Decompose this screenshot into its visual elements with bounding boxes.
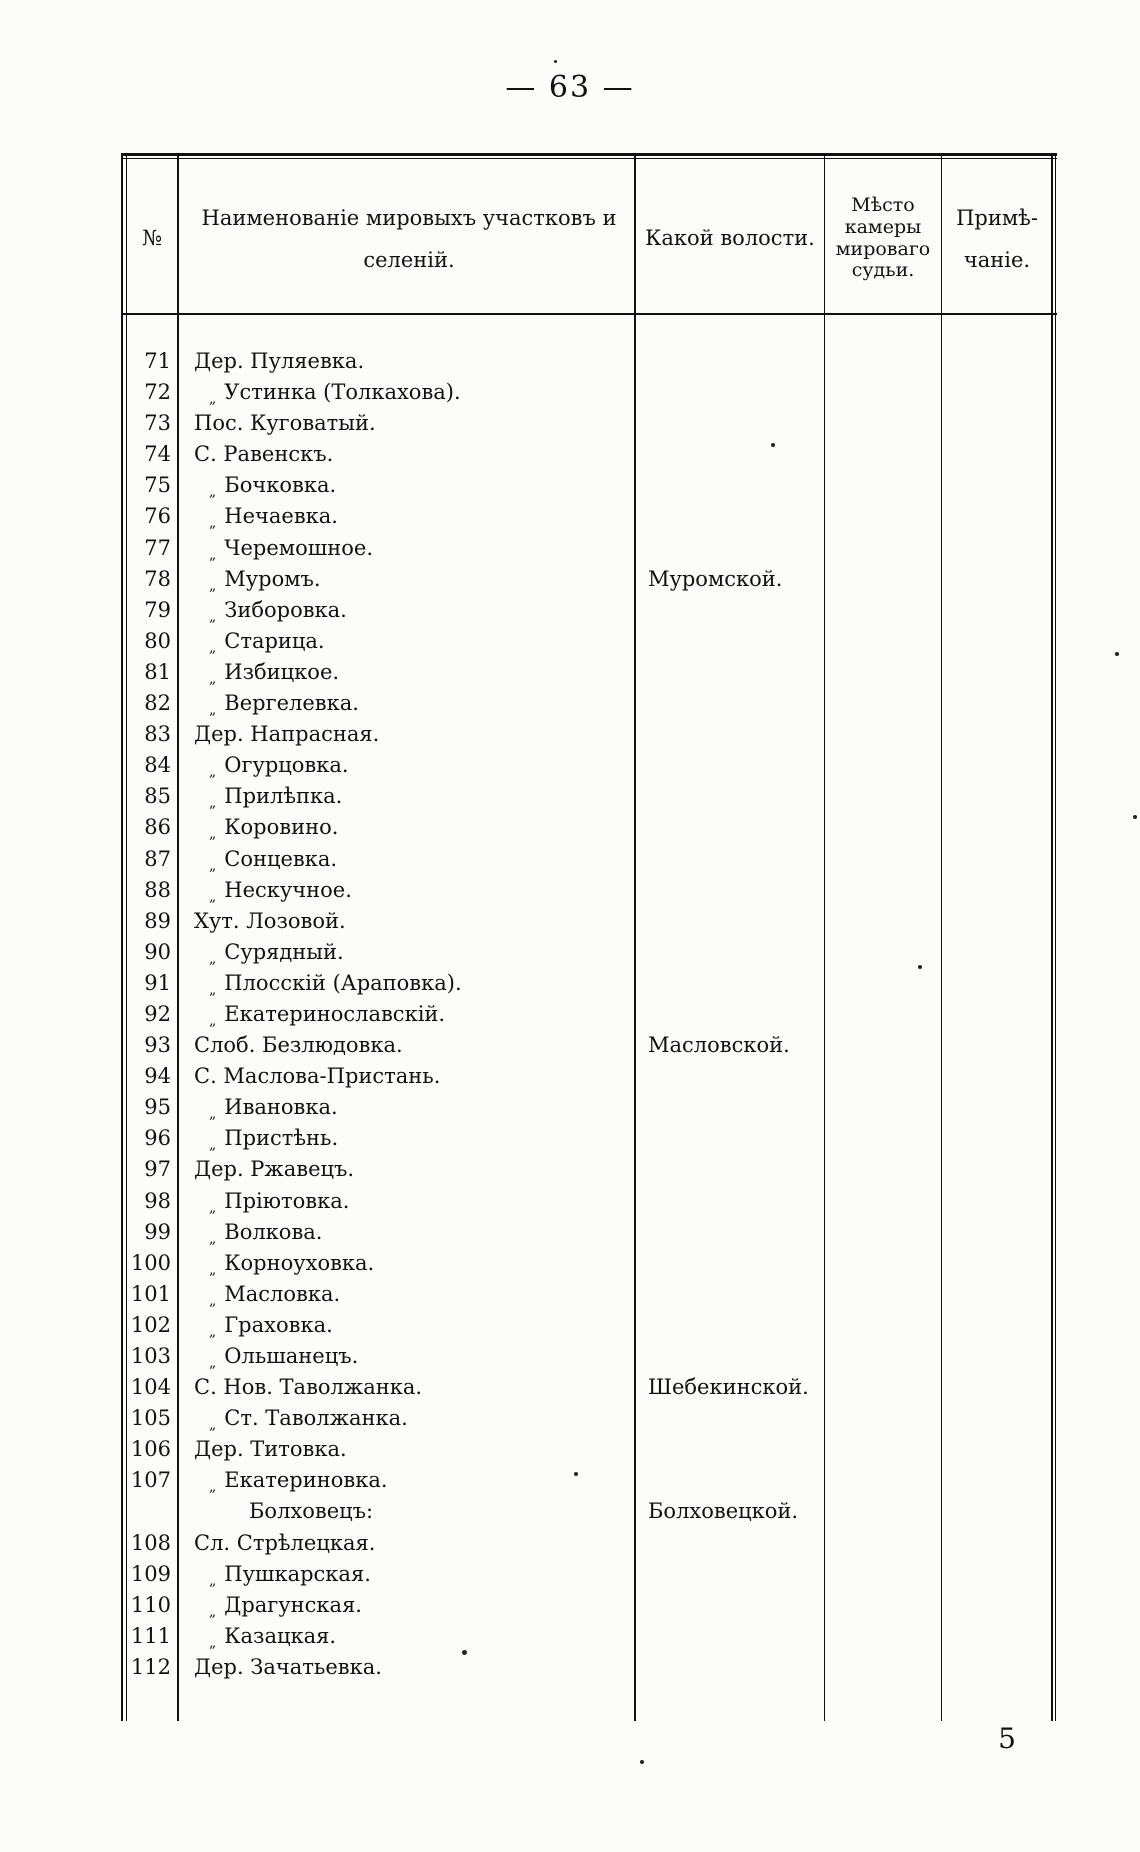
ditto-mark: „: [209, 1261, 217, 1278]
table-row: [121, 1496, 1057, 1527]
settlement-name-cell: [194, 439, 333, 470]
settlement-name: Пріютовка.: [224, 1188, 350, 1213]
row-number: 79: [144, 597, 171, 622]
row-number: 95: [144, 1095, 171, 1120]
table-row: [121, 750, 1057, 781]
row-number: 92: [144, 1001, 171, 1026]
row-number: 86: [144, 815, 171, 840]
table-row: [121, 533, 1057, 564]
table-row: [121, 1030, 1057, 1061]
settlement-name: Черемошное.: [224, 535, 374, 560]
table-row: [121, 906, 1057, 937]
ditto-mark: „: [209, 1572, 217, 1589]
ditto-mark: „: [209, 1479, 217, 1496]
table-row: [121, 1621, 1057, 1652]
settlement-name: Пушкарская.: [224, 1561, 371, 1586]
header-num: №: [142, 226, 162, 251]
table-row: [121, 688, 1057, 719]
ditto-mark: „: [209, 888, 217, 905]
settlement-name: Ст. Таволжанка.: [224, 1406, 408, 1431]
table-row: [121, 470, 1057, 501]
table-row: [121, 626, 1057, 657]
settlement-name: Казацкая.: [224, 1623, 337, 1648]
settlement-name: Пос. Куговатый.: [194, 411, 376, 436]
row-number: 98: [144, 1188, 171, 1213]
ditto-mark: „: [209, 1012, 217, 1029]
row-number: 101: [130, 1281, 171, 1306]
ditto-mark: „: [209, 1230, 217, 1247]
table-row: [121, 346, 1057, 377]
settlement-name-cell: [194, 1434, 347, 1465]
scan-speck: [462, 1650, 467, 1655]
ditto-mark: „: [209, 1355, 217, 1371]
ditto-mark: „: [209, 639, 217, 656]
ditto-mark: „: [209, 950, 217, 967]
settlement-name: Граховка.: [224, 1312, 333, 1337]
ditto-mark: „: [209, 484, 217, 501]
table-row: [121, 812, 1057, 843]
settlement-name: Дер. Пуляевка.: [194, 349, 365, 373]
row-number: 85: [144, 784, 171, 809]
settlement-name-cell: [194, 719, 379, 750]
settlement-name: Волкова.: [224, 1219, 323, 1244]
signature-mark: 5: [998, 1722, 1016, 1755]
row-number: 112: [130, 1654, 171, 1679]
scan-speck: [574, 1472, 578, 1476]
row-number: 88: [144, 877, 171, 902]
settlement-name-cell: [194, 346, 364, 377]
table-row: [121, 875, 1057, 906]
row-number: 84: [144, 753, 171, 778]
table-row: [121, 999, 1057, 1030]
table-row: [121, 1403, 1057, 1434]
ditto-mark: „: [209, 1199, 217, 1216]
settlement-name: Бочковка.: [224, 473, 337, 498]
table-row: [121, 1092, 1057, 1123]
settlement-name-cell: [194, 1030, 403, 1061]
ditto-mark: „: [209, 1417, 217, 1434]
settlement-name-cell: [194, 1652, 382, 1683]
table-row: [121, 1154, 1057, 1185]
settlement-name: Екатеринославскій.: [224, 1001, 446, 1026]
settlement-name-cell: [194, 1372, 422, 1403]
settlement-name: Ольшанецъ.: [224, 1344, 359, 1368]
table-row: [121, 657, 1057, 688]
header-note: Примѣ- чаніе.: [956, 205, 1038, 272]
table-row: [121, 1217, 1057, 1248]
settlement-name-cell: [194, 408, 376, 439]
scan-speck: [771, 443, 775, 447]
settlement-name: С. Маслова-Пристань.: [194, 1064, 441, 1089]
table-row: [121, 1248, 1057, 1279]
row-number: 97: [144, 1157, 171, 1182]
ditto-mark: „: [209, 826, 217, 843]
row-number: 96: [144, 1126, 171, 1151]
row-number: 91: [144, 970, 171, 995]
settlement-name: Слоб. Безлюдовка.: [194, 1033, 403, 1058]
ditto-mark: „: [209, 577, 217, 594]
header-bottom-rule: [121, 313, 1057, 315]
settlement-name-cell: [194, 1528, 375, 1559]
ditto-mark: „: [209, 1634, 217, 1651]
settlement-name: Масловка.: [224, 1281, 341, 1306]
settlement-name: Сл. Стрѣлецкая.: [194, 1530, 376, 1555]
table-row: [121, 595, 1057, 626]
ditto-mark: „: [209, 391, 217, 408]
ditto-mark: „: [209, 1137, 217, 1154]
row-number: 83: [144, 722, 171, 747]
settlement-name: С. Нов. Таволжанка.: [194, 1375, 423, 1400]
table-row: [121, 1652, 1057, 1683]
header-name: Наименованіе мировыхъ участковъ и селеній.: [201, 205, 617, 272]
ditto-mark: „: [209, 1603, 217, 1620]
settlement-name-cell: [194, 1154, 354, 1185]
table-row: [121, 1590, 1057, 1621]
table-row: [121, 719, 1057, 750]
row-number: 75: [144, 473, 171, 498]
row-number: 77: [144, 535, 171, 560]
page-number: — 63 —: [505, 70, 635, 105]
settlement-name: Сурядный.: [224, 939, 344, 964]
table-row: [121, 1341, 1057, 1372]
row-number: 73: [144, 411, 171, 436]
row-number: 106: [130, 1437, 171, 1462]
ditto-mark: „: [209, 795, 217, 812]
row-number: 94: [144, 1064, 171, 1089]
scan-speck: [1133, 815, 1137, 819]
scan-speck: [918, 965, 922, 969]
volost-name: Муромской.: [648, 566, 783, 591]
settlement-name: Устинка (Толкахова).: [224, 380, 461, 405]
table-row: [121, 1372, 1057, 1403]
ditto-mark: „: [209, 1292, 217, 1309]
row-number: 78: [144, 566, 171, 591]
settlement-name: Огурцовка.: [224, 753, 349, 778]
ditto-mark: „: [209, 608, 217, 625]
ditto-mark: „: [209, 546, 217, 563]
scan-speck: [1115, 652, 1119, 656]
row-number: 109: [130, 1561, 171, 1586]
row-number: 99: [144, 1219, 171, 1244]
ditto-mark: „: [209, 670, 217, 687]
settlement-name: Пристѣнь.: [224, 1126, 339, 1151]
table-row: [121, 1310, 1057, 1341]
row-number: 87: [144, 846, 171, 871]
row-number: 71: [144, 349, 171, 373]
ditto-mark: „: [209, 515, 217, 532]
volost-name: Масловской.: [648, 1033, 790, 1058]
table-row: [121, 1186, 1057, 1217]
settlement-name: Хут. Лозовой.: [194, 908, 346, 933]
settlement-name-cell: [249, 1496, 373, 1527]
settlements-table: [121, 153, 1057, 1721]
row-number: 82: [144, 691, 171, 716]
table-top-rule-thin: [121, 158, 1057, 159]
table-row: [121, 1279, 1057, 1310]
table-body: [121, 346, 1057, 1683]
row-number: 89: [144, 908, 171, 933]
volost-name: Болховецкой.: [648, 1499, 799, 1524]
row-number: 76: [144, 504, 171, 529]
ditto-mark: „: [209, 1106, 217, 1123]
settlement-name: Вергелевка.: [224, 691, 359, 716]
row-number: 102: [130, 1312, 171, 1337]
table-row: [121, 408, 1057, 439]
ditto-mark: „: [209, 702, 217, 719]
settlement-name: Старица.: [224, 628, 325, 653]
table-row: [121, 1061, 1057, 1092]
table-row: [121, 781, 1057, 812]
settlement-name: Дер. Зачатьевка.: [194, 1654, 382, 1679]
settlement-name: Муромъ.: [224, 566, 321, 591]
table-row: [121, 377, 1057, 408]
settlement-name: Дер. Напрасная.: [194, 722, 380, 747]
header-place: Мѣсто камеры мироваго судьи.: [835, 193, 931, 282]
table-row: [121, 844, 1057, 875]
row-number: 110: [130, 1592, 171, 1617]
settlement-name: С. Равенскъ.: [194, 442, 334, 467]
settlement-name: Сонцевка.: [224, 846, 338, 871]
row-number: 105: [130, 1406, 171, 1431]
header-volost: Какой волости.: [645, 226, 815, 251]
row-number: 80: [144, 628, 171, 653]
table-row: [121, 1559, 1057, 1590]
settlement-name: Корноуховка.: [224, 1250, 375, 1275]
table-row: [121, 1528, 1057, 1559]
table-row: [121, 564, 1057, 595]
settlement-name-cell: [194, 1061, 440, 1092]
scan-speck: [554, 60, 557, 63]
settlement-name: Дер. Ржавецъ.: [194, 1157, 355, 1182]
row-number: 108: [130, 1530, 171, 1555]
settlement-name: Ивановка.: [224, 1095, 338, 1120]
settlement-name: Болховецъ:: [249, 1499, 374, 1524]
table-top-rule: [121, 153, 1057, 156]
ditto-mark: „: [209, 1323, 217, 1340]
table-row: [121, 968, 1057, 999]
table-row: [121, 1434, 1057, 1465]
settlement-name: Драгунская.: [224, 1592, 362, 1617]
ditto-mark: „: [209, 764, 217, 781]
volost-name: Шебекинской.: [648, 1375, 809, 1400]
row-number: 100: [130, 1250, 171, 1275]
settlement-name: Зиборовка.: [224, 597, 347, 622]
row-number: 81: [144, 659, 171, 684]
table-row: [121, 1465, 1057, 1496]
scan-speck: [640, 1760, 644, 1764]
row-number: 93: [144, 1033, 171, 1058]
settlement-name: Нечаевка.: [224, 504, 338, 529]
table-row: [121, 1123, 1057, 1154]
table-row: [121, 937, 1057, 968]
ditto-mark: „: [209, 981, 217, 998]
settlement-name: Дер. Титовка.: [194, 1437, 347, 1462]
settlement-name: Избицкое.: [224, 659, 340, 684]
ditto-mark: „: [209, 857, 217, 874]
row-number: 104: [130, 1375, 171, 1400]
settlement-name: Екатериновка.: [224, 1468, 388, 1493]
settlement-name: Плосскій (Араповка).: [224, 970, 462, 995]
row-number: 72: [144, 380, 171, 405]
settlement-name-cell: [194, 906, 346, 937]
settlement-name: Прилѣпка.: [224, 784, 343, 809]
row-number: 74: [144, 442, 171, 467]
row-number: 111: [130, 1623, 171, 1648]
row-number: 107: [130, 1468, 171, 1493]
row-number: 103: [130, 1344, 171, 1368]
settlement-name: Нескучное.: [224, 877, 352, 902]
settlement-name: Коровино.: [224, 815, 339, 840]
table-row: [121, 501, 1057, 532]
table-row: [121, 439, 1057, 470]
row-number: 90: [144, 939, 171, 964]
